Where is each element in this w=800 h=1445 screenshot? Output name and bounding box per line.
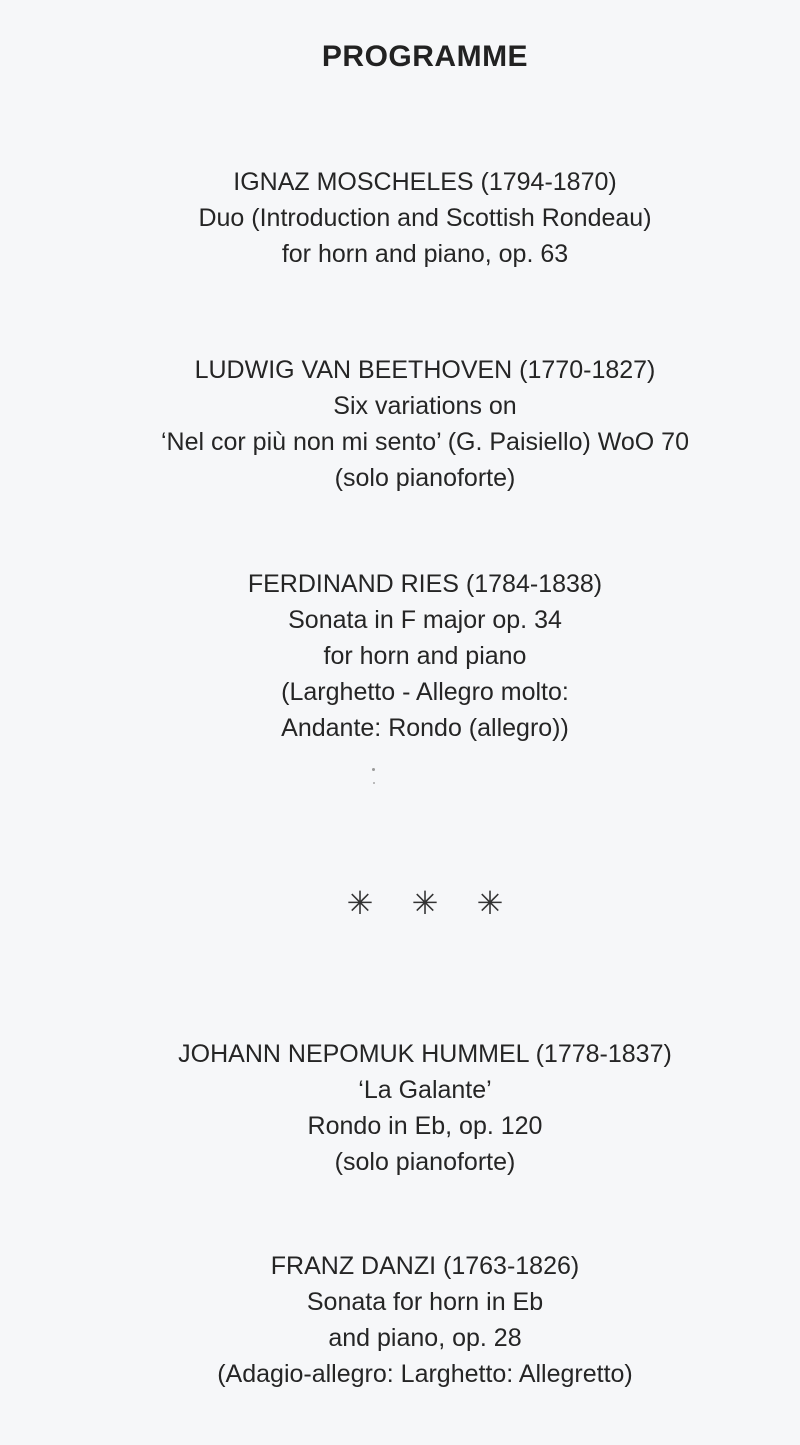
piece-line: for horn and piano (323, 642, 527, 670)
asterism-icon: ✳ (411, 884, 439, 922)
piece-line: Six variations on (333, 392, 517, 420)
piece-line: ‘La Galante’ (358, 1076, 492, 1104)
piece-composer: LUDWIG VAN BEETHOVEN (1770-1827) (194, 356, 656, 384)
piece-line: ‘Nel cor più non mi sento’ (G. Paisiello) WoO 70 (161, 428, 689, 456)
piece-moscheles (0, 164, 800, 272)
paper-speck (372, 768, 375, 771)
asterism-icon: ✳ (346, 884, 374, 922)
piece-line: (Adagio-allegro: Larghetto: Allegretto) (217, 1360, 633, 1388)
paper-speck (373, 782, 375, 784)
piece-line: (solo pianoforte) (334, 464, 516, 492)
piece-line: (solo pianoforte) (334, 1148, 516, 1176)
piece-line: Andante: Rondo (allegro)) (281, 714, 569, 742)
piece-composer: FRANZ DANZI (1763-1826) (270, 1252, 580, 1280)
piece-line: for horn and piano, op. 63 (281, 240, 569, 268)
section-separator (0, 884, 800, 922)
piece-composer: IGNAZ MOSCHELES (1794-1870) (233, 168, 617, 196)
piece-line: Rondo in Eb, op. 120 (307, 1112, 543, 1140)
page-title: PROGRAMME (321, 40, 529, 73)
asterism-icon: ✳ (476, 884, 504, 922)
piece-line: Sonata for horn in Eb (306, 1288, 544, 1316)
piece-ries (0, 566, 800, 746)
piece-danzi (0, 1248, 800, 1392)
piece-line: Sonata in F major op. 34 (288, 606, 562, 634)
piece-line: and piano, op. 28 (328, 1324, 522, 1352)
piece-line: Duo (Introduction and Scottish Rondeau) (198, 204, 652, 232)
piece-line: (Larghetto - Allegro molto: (281, 678, 569, 706)
piece-beethoven (0, 352, 800, 496)
piece-composer: FERDINAND RIES (1784-1838) (247, 570, 603, 598)
piece-hummel (0, 1036, 800, 1180)
piece-composer: JOHANN NEPOMUK HUMMEL (1778-1837) (178, 1040, 672, 1068)
